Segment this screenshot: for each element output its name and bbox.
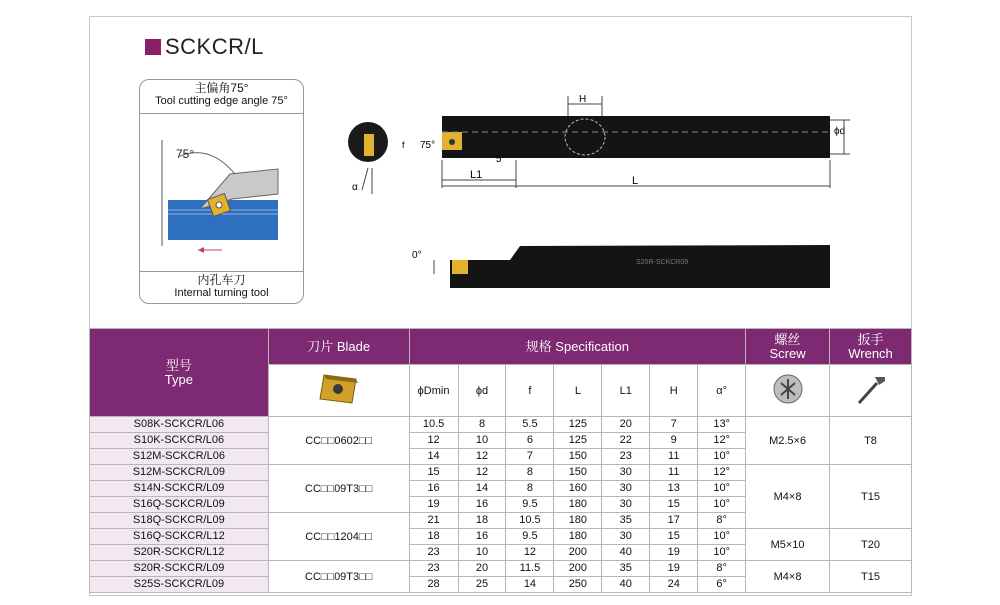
spec-cell: 12 [458,465,506,481]
spec-cell: 10.5 [409,417,458,433]
blade-header: 刀片 Blade [268,329,409,365]
col-header: f [506,365,554,417]
spec-cell: 7 [506,449,554,465]
wrench-header-cn: 扳手 [857,331,884,347]
angle-card [139,79,304,304]
type-header-en: Type [164,371,193,387]
spec-cell: 8 [506,481,554,497]
type-header-cn: 型号 [165,357,192,373]
spec-cell: 23 [409,561,458,577]
angle-card-header [140,80,303,114]
wrench-icon [851,369,891,409]
type-cell: S08K-SCKCR/L06 [90,417,269,433]
page-title [145,34,264,60]
col-header: L [554,365,602,417]
spec-cell: 10° [698,449,746,465]
spec-cell: 23 [409,545,458,561]
type-header [90,329,269,417]
tool-bar-side [450,245,830,288]
type-cell: S20R-SCKCR/L09 [90,561,269,577]
wrench-cell: T20 [830,529,912,561]
spec-cell: 8° [698,513,746,529]
table-row [90,561,912,577]
angle-5-label: 5° [496,154,506,165]
spec-table [89,328,912,593]
spec-cell: 18 [409,529,458,545]
phi-d-label: ϕd [834,126,846,137]
spec-cell: 150 [554,465,602,481]
spec-cell: 160 [554,481,602,497]
angle-footer-en: Internal turning tool [174,287,269,299]
spec-cell: 19 [650,561,698,577]
spec-cell: 10° [698,497,746,513]
spec-header: 规格 Specification [409,329,746,365]
angle-footer-cn: 内孔车刀 [197,273,246,287]
L-label: L [632,175,639,187]
alpha-label: α [352,182,358,193]
spec-cell: 16 [458,529,506,545]
type-cell: S16Q-SCKCR/L09 [90,497,269,513]
blade-cell: CC□□09T3□□ [268,561,409,593]
type-cell: S14N-SCKCR/L09 [90,481,269,497]
angle-75-label: 75° [420,140,436,151]
spec-cell: 30 [602,481,650,497]
angle-title-en: Tool cutting edge angle 75° [155,95,288,107]
screw-icon [768,369,808,409]
spec-cell: 25 [458,577,506,593]
wrench-header [830,329,912,365]
blade-cell: CC□□09T3□□ [268,465,409,513]
wrench-image-cell [830,365,912,417]
spec-cell: 5.5 [506,417,554,433]
spec-cell: 10.5 [506,513,554,529]
spec-cell: 11 [650,449,698,465]
spec-cell: 10° [698,529,746,545]
angle-title-cn: 主偏角75° [194,81,249,95]
spec-cell: 28 [409,577,458,593]
wrench-cell: T15 [830,561,912,593]
spec-cell: 15 [650,529,698,545]
f-label: f [402,140,405,150]
spec-cell: 20 [602,417,650,433]
wrench-header-en: Wrench [848,345,893,361]
spec-cell: 22 [602,433,650,449]
screw-header [746,329,830,365]
tool-drawing [330,90,870,300]
table-row [90,417,912,433]
spec-cell: 8 [458,417,506,433]
screw-cell: M5×10 [746,529,830,561]
type-cell: S10K-SCKCR/L06 [90,433,269,449]
spec-cell: 40 [602,577,650,593]
spec-cell: 30 [602,465,650,481]
spec-cell: 13 [650,481,698,497]
spec-cell: 30 [602,497,650,513]
spec-cell: 7 [650,417,698,433]
screw-cell: M2.5×6 [746,417,830,465]
spec-cell: 125 [554,417,602,433]
type-cell: S12M-SCKCR/L06 [90,449,269,465]
col-header: H [650,365,698,417]
spec-cell: 250 [554,577,602,593]
spec-cell: 40 [602,545,650,561]
spec-cell: 14 [409,449,458,465]
type-cell: S16Q-SCKCR/L12 [90,529,269,545]
spec-cell: 200 [554,561,602,577]
col-header: ϕd [458,365,506,417]
spec-cell: 12° [698,433,746,449]
L1-label: L1 [470,169,483,181]
angle-illustration [140,114,304,274]
col-header: L1 [602,365,650,417]
spec-cell: 19 [650,545,698,561]
spec-cell: 6° [698,577,746,593]
spec-cell: 14 [458,481,506,497]
spec-cell: 13° [698,417,746,433]
spec-cell: 10 [458,545,506,561]
H-label: H [579,94,587,105]
spec-cell: 35 [602,513,650,529]
spec-cell: 12 [409,433,458,449]
spec-cell: 6 [506,433,554,449]
spec-cell: 125 [554,433,602,449]
title-text: SCKCR/L [165,34,264,59]
spec-cell: 12 [458,449,506,465]
title-marker [145,39,161,55]
spec-cell: 20 [458,561,506,577]
screw-header-cn: 螺丝 [774,331,801,347]
spec-cell: 19 [409,497,458,513]
angle-label: 75° [176,147,195,161]
blade-cell: CC□□0602□□ [268,417,409,465]
spec-cell: 15 [650,497,698,513]
col-header: α° [698,365,746,417]
spec-cell: 14 [506,577,554,593]
spec-cell: 180 [554,513,602,529]
screw-header-en: Screw [769,345,806,361]
bar-marking: S20R-SCKCR09 [636,259,689,266]
spec-cell: 180 [554,497,602,513]
spec-cell: 16 [409,481,458,497]
spec-cell: 200 [554,545,602,561]
type-cell: S18Q-SCKCR/L09 [90,513,269,529]
spec-cell: 17 [650,513,698,529]
spec-cell: 10° [698,481,746,497]
spec-cell: 12 [506,545,554,561]
spec-cell: 9.5 [506,497,554,513]
type-cell: S25S-SCKCR/L09 [90,577,269,593]
spec-cell: 10° [698,545,746,561]
spec-cell: 8 [506,465,554,481]
spec-cell: 12° [698,465,746,481]
col-header: ϕDmin [409,365,458,417]
wrench-cell: T15 [830,465,912,529]
blade-cell: CC□□1204□□ [268,513,409,561]
table-row [90,465,912,481]
spec-cell: 9 [650,433,698,449]
insert-image-cell [268,365,409,417]
spec-cell: 150 [554,449,602,465]
spec-cell: 9.5 [506,529,554,545]
table-header-row [90,329,912,365]
type-cell: S12M-SCKCR/L09 [90,465,269,481]
spec-cell: 15 [409,465,458,481]
tool-bar-top [442,116,830,158]
screw-image-cell [746,365,830,417]
insert-icon [314,369,364,409]
spec-cell: 18 [458,513,506,529]
spec-cell: 21 [409,513,458,529]
spec-cell: 16 [458,497,506,513]
wrench-cell: T8 [830,417,912,465]
type-cell: S20R-SCKCR/L12 [90,545,269,561]
spec-cell: 11.5 [506,561,554,577]
angle-0-label: 0° [412,250,422,261]
spec-cell: 11 [650,465,698,481]
spec-cell: 180 [554,529,602,545]
screw-cell: M4×8 [746,465,830,529]
angle-card-footer [140,271,303,303]
table-body [90,417,912,593]
table-row [90,529,912,545]
screw-cell: M4×8 [746,561,830,593]
spec-cell: 10 [458,433,506,449]
spec-cell: 35 [602,561,650,577]
spec-cell: 30 [602,529,650,545]
spec-cell: 8° [698,561,746,577]
spec-cell: 24 [650,577,698,593]
spec-cell: 23 [602,449,650,465]
